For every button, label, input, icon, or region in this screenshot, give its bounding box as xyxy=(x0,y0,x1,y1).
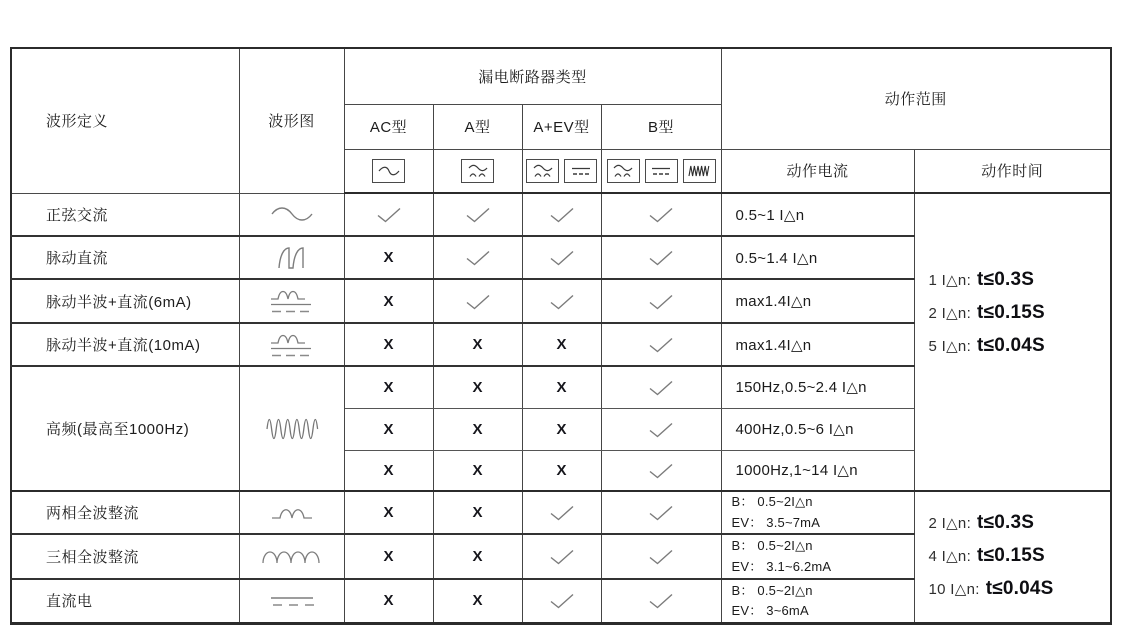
mark-aev xyxy=(522,193,601,236)
check-icon xyxy=(549,207,575,223)
x-mark: X xyxy=(383,504,394,521)
x-mark: X xyxy=(472,461,483,479)
action-current-value xyxy=(721,579,914,623)
mark-a xyxy=(433,323,522,366)
col-header-action-time: 动作时间 xyxy=(914,149,1111,193)
x-mark: X xyxy=(383,592,394,610)
sine-over-humps-box-icon xyxy=(526,159,559,183)
col-header-waveform-def: 波形定义 xyxy=(11,48,239,193)
group-header-action-range: 动作范围 xyxy=(721,48,1111,149)
current-line-ev: EV： 3~6mA xyxy=(731,602,809,618)
mark-aev xyxy=(522,236,601,279)
check-icon xyxy=(648,207,674,223)
row-label: 脉动半波+直流(6mA) xyxy=(11,279,239,323)
mark-ac xyxy=(344,323,433,366)
current-line-b: B： 0.5~2I△n xyxy=(731,494,813,510)
row-label: 高频(最高至1000Hz) xyxy=(11,366,239,491)
type-aev-icon-cell xyxy=(522,149,601,193)
col-header-action-current: 动作电流 xyxy=(721,149,914,193)
time-label: 2 I△n: xyxy=(928,515,972,533)
action-time-group-lower xyxy=(914,491,1111,623)
action-current-value: max1.4I△n xyxy=(721,323,914,366)
check-icon xyxy=(376,207,402,223)
dc-line-box-icon xyxy=(564,159,597,183)
halfwave-plus-dc-wave-icon xyxy=(239,279,344,323)
mark-a xyxy=(433,450,522,491)
halfwave-plus-dc-wave-icon xyxy=(239,323,344,366)
table-row xyxy=(11,193,1111,236)
mark-aev xyxy=(522,450,601,491)
mark-a xyxy=(433,534,522,579)
check-icon xyxy=(549,593,575,609)
x-mark: X xyxy=(472,378,483,396)
action-current-value: 1000Hz,1~14 I△n xyxy=(721,450,914,491)
col-header-type-a: A型 xyxy=(433,104,522,149)
action-current-value: 150Hz,0.5~2.4 I△n xyxy=(721,366,914,408)
time-value: t≤0.3S xyxy=(977,512,1035,534)
col-header-type-ac: AC型 xyxy=(344,104,433,149)
mark-ac xyxy=(344,193,433,236)
x-mark: X xyxy=(472,336,483,353)
check-icon xyxy=(549,250,575,266)
check-icon xyxy=(648,337,674,353)
mark-aev xyxy=(522,366,601,408)
breaker-spec-table xyxy=(10,47,1112,625)
mark-aev xyxy=(522,534,601,579)
mark-a xyxy=(433,193,522,236)
group-header-breaker-types: 漏电断路器类型 xyxy=(344,48,721,104)
three-phase-rectified-wave-icon xyxy=(239,534,344,579)
col-header-type-b: B型 xyxy=(601,104,721,149)
mark-b xyxy=(601,323,721,366)
check-icon xyxy=(465,250,491,266)
mark-aev xyxy=(522,279,601,323)
time-value: t≤0.04S xyxy=(977,334,1045,356)
mark-a xyxy=(433,579,522,623)
time-value: t≤0.3S xyxy=(977,268,1035,290)
mark-b xyxy=(601,193,721,236)
mark-a xyxy=(433,491,522,534)
check-icon xyxy=(549,294,575,310)
mark-aev xyxy=(522,323,601,366)
high-frequency-wave-icon xyxy=(239,366,344,491)
high-frequency-box-icon xyxy=(683,159,716,183)
check-icon xyxy=(465,294,491,310)
check-icon xyxy=(465,207,491,223)
x-mark: X xyxy=(472,592,483,610)
action-current-value xyxy=(721,491,914,534)
mark-a xyxy=(433,408,522,450)
check-icon xyxy=(648,549,674,565)
x-mark: X xyxy=(383,461,394,479)
x-mark: X xyxy=(472,420,483,438)
row-label: 三相全波整流 xyxy=(11,534,239,579)
check-icon xyxy=(549,549,575,565)
time-label: 2 I△n: xyxy=(928,304,972,322)
action-current-value xyxy=(721,534,914,579)
time-label: 4 I△n: xyxy=(928,548,972,566)
current-line-b: B： 0.5~2I△n xyxy=(731,582,813,598)
check-icon xyxy=(549,505,575,521)
time-label: 5 I△n: xyxy=(928,337,972,355)
sine-over-humps-box-icon xyxy=(461,159,494,183)
sine-wave-box-icon xyxy=(372,159,405,183)
mark-b xyxy=(601,279,721,323)
mark-b xyxy=(601,579,721,623)
x-mark: X xyxy=(556,336,567,353)
sine-wave-icon xyxy=(239,193,344,236)
row-label: 正弦交流 xyxy=(11,193,239,236)
mark-ac xyxy=(344,236,433,279)
row-label: 脉动半波+直流(10mA) xyxy=(11,323,239,366)
sine-over-humps-box-icon xyxy=(607,159,640,183)
x-mark: X xyxy=(472,504,483,521)
x-mark: X xyxy=(556,461,567,479)
x-mark: X xyxy=(556,420,567,438)
x-mark: X xyxy=(383,378,394,396)
mark-ac xyxy=(344,491,433,534)
x-mark: X xyxy=(383,336,394,353)
mark-ac xyxy=(344,366,433,408)
col-header-waveform-img: 波形图 xyxy=(239,48,344,193)
check-icon xyxy=(648,250,674,266)
current-line-b: B： 0.5~2I△n xyxy=(731,538,813,554)
mark-ac xyxy=(344,279,433,323)
x-mark: X xyxy=(472,548,483,565)
mark-b xyxy=(601,236,721,279)
mark-ac xyxy=(344,534,433,579)
mark-a xyxy=(433,236,522,279)
mark-aev xyxy=(522,491,601,534)
time-value: t≤0.04S xyxy=(985,578,1054,600)
action-time-group-upper xyxy=(914,193,1111,491)
check-icon xyxy=(648,505,674,521)
type-a-icon-cell xyxy=(433,149,522,193)
time-value: t≤0.15S xyxy=(977,301,1045,323)
mark-aev xyxy=(522,408,601,450)
row-label: 两相全波整流 xyxy=(11,491,239,534)
row-label: 直流电 xyxy=(11,579,239,623)
row-label: 脉动直流 xyxy=(11,236,239,279)
action-current-value: 0.5~1 I△n xyxy=(721,193,914,236)
mark-b xyxy=(601,366,721,408)
pulsed-dc-wave-icon xyxy=(239,236,344,279)
mark-a xyxy=(433,366,522,408)
action-current-value: 400Hz,0.5~6 I△n xyxy=(721,408,914,450)
col-header-type-aev: A+EV型 xyxy=(522,104,601,149)
mark-b xyxy=(601,450,721,491)
x-mark: X xyxy=(383,548,394,565)
type-ac-icon-cell xyxy=(344,149,433,193)
dc-wave-icon xyxy=(239,579,344,623)
dc-line-box-icon xyxy=(645,159,678,183)
check-icon xyxy=(648,593,674,609)
mark-b xyxy=(601,408,721,450)
check-icon xyxy=(648,463,674,479)
x-mark: X xyxy=(383,292,394,310)
check-icon xyxy=(648,294,674,310)
mark-aev xyxy=(522,579,601,623)
current-line-ev: EV： 3.5~7mA xyxy=(731,514,821,530)
x-mark: X xyxy=(383,249,394,266)
mark-ac xyxy=(344,450,433,491)
two-phase-rectified-wave-icon xyxy=(239,491,344,534)
x-mark: X xyxy=(556,378,567,396)
mark-a xyxy=(433,279,522,323)
action-current-value: 0.5~1.4 I△n xyxy=(721,236,914,279)
table-row xyxy=(11,491,1111,534)
time-value: t≤0.15S xyxy=(977,545,1045,567)
time-label: 10 I△n: xyxy=(928,581,980,599)
check-icon xyxy=(648,380,674,396)
mark-ac xyxy=(344,579,433,623)
mark-ac xyxy=(344,408,433,450)
header-row-groups xyxy=(11,48,1111,104)
x-mark: X xyxy=(383,420,394,438)
mark-b xyxy=(601,534,721,579)
time-label: 1 I△n: xyxy=(928,271,972,289)
action-current-value: max1.4I△n xyxy=(721,279,914,323)
current-line-ev: EV： 3.1~6.2mA xyxy=(731,558,832,574)
check-icon xyxy=(648,422,674,438)
type-b-icon-cell xyxy=(601,149,721,193)
mark-b xyxy=(601,491,721,534)
